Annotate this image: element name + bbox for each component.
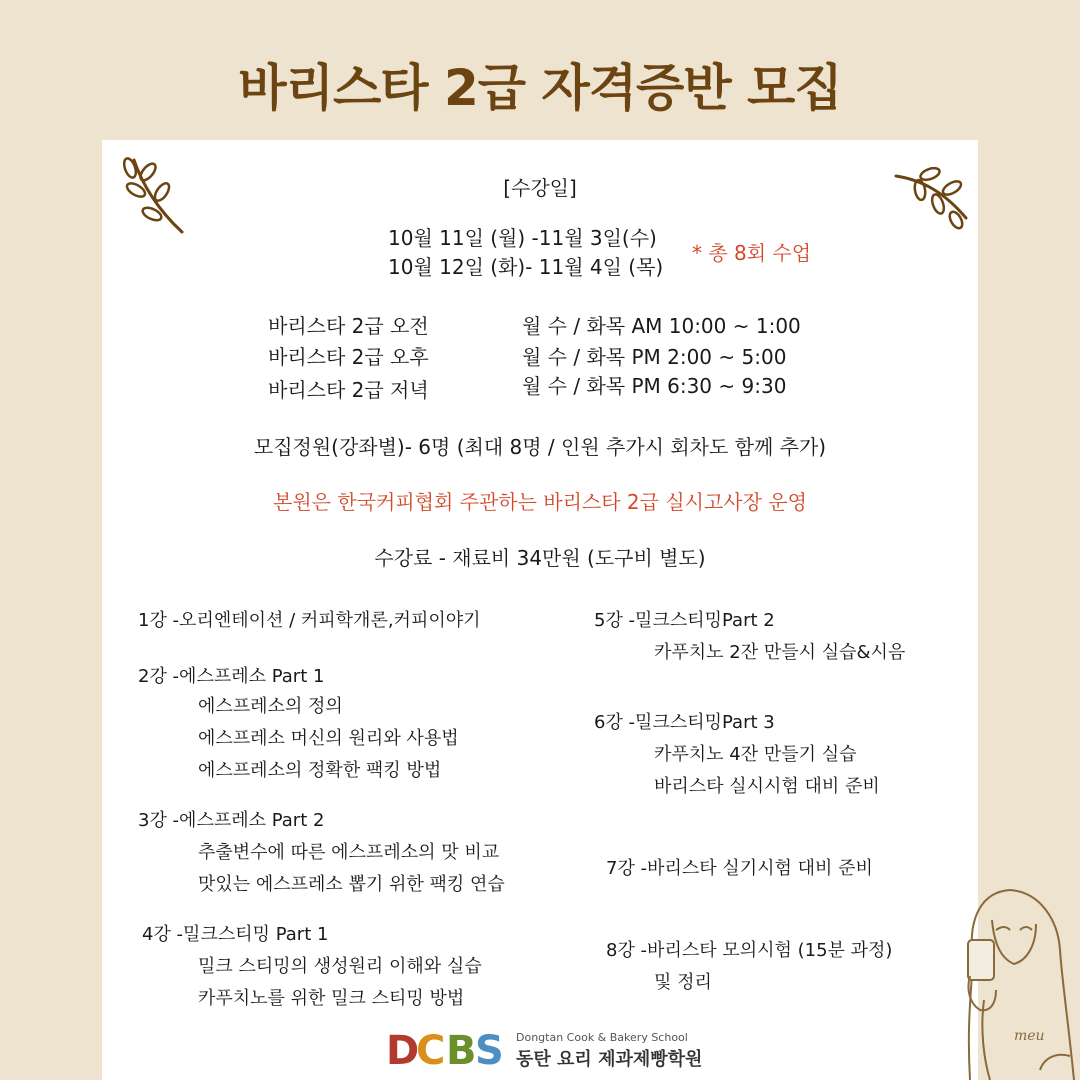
lesson-title: 6강 -밀크스티밍Part 3	[594, 712, 775, 733]
logo-letter-d: D	[386, 1028, 420, 1074]
logo-english-name: Dongtan Cook & Bakery School	[516, 1031, 688, 1044]
lesson-item: 추출변수에 따른 에스프레소의 맛 비교	[198, 842, 500, 863]
schedule-line-2: 10월 12일 (화)- 11월 4일 (목)	[388, 255, 664, 279]
logo-letter-c: C	[416, 1028, 446, 1074]
schedule-line-1: 10월 11일 (월) -11월 3일(수)	[388, 226, 657, 250]
lesson-item: 에스프레소 머신의 원리와 사용법	[198, 728, 459, 749]
lesson-title: 3강 -에스프레소 Part 2	[138, 810, 325, 831]
tuition-fee: 수강료 - 재료비 34만원 (도구비 별도)	[374, 546, 706, 570]
class-name-evening: 바리스타 2급 저녁	[268, 378, 429, 402]
page-title: 바리스타 2급 자격증반 모집	[238, 59, 842, 117]
lesson-item: 카푸치노 2잔 만들시 실습&시음	[654, 642, 906, 663]
woman-drinking-coffee-illustration	[940, 880, 1080, 1080]
lesson-title: 1강 -오리엔테이션 / 커피학개론,커피이야기	[138, 610, 481, 631]
logo-letter-b: B	[446, 1028, 477, 1074]
lesson-item: 맛있는 에스프레소 뽑기 위한 팩킹 연습	[198, 874, 505, 895]
lesson-item: 카푸치노를 위한 밀크 스티밍 방법	[198, 988, 465, 1009]
lesson-item: 및 정리	[654, 972, 712, 993]
exam-center-notice: 본원은 한국커피협회 주관하는 바리스타 2급 실시고사장 운영	[273, 490, 807, 514]
class-name-morning: 바리스타 2급 오전	[268, 314, 429, 338]
capacity-info: 모집정원(강좌별)- 6명 (최대 8명 / 인원 추가시 회차도 함께 추가)	[253, 435, 827, 459]
lesson-item: 에스프레소의 정확한 팩킹 방법	[198, 760, 442, 781]
class-time-evening: 월 수 / 화목 PM 6:30 ~ 9:30	[522, 374, 787, 398]
lesson-title: 8강 -바리스타 모의시험 (15분 과정)	[606, 940, 893, 961]
class-time-morning: 월 수 / 화목 AM 10:00 ~ 1:00	[522, 314, 801, 338]
lesson-title: 7강 -바리스타 실기시험 대비 준비	[606, 858, 873, 879]
lesson-title: 5강 -밀크스티밍Part 2	[594, 610, 775, 631]
content-card	[102, 140, 978, 1080]
lesson-title: 2강 -에스프레소 Part 1	[138, 666, 325, 687]
lesson-item: 바리스타 실시시험 대비 준비	[654, 776, 880, 797]
illustration-label: meu	[1014, 1028, 1045, 1044]
class-time-afternoon: 월 수 / 화목 PM 2:00 ~ 5:00	[522, 345, 787, 369]
class-name-afternoon: 바리스타 2급 오후	[268, 345, 429, 369]
lesson-title: 4강 -밀크스티밍 Part 1	[142, 924, 329, 945]
lesson-item: 에스프레소의 정의	[198, 696, 343, 717]
logo-letter-s: S	[475, 1028, 504, 1074]
lesson-item: 밀크 스티밍의 생성원리 이해와 실습	[198, 956, 482, 977]
lesson-item: 카푸치노 4잔 만들기 실습	[654, 744, 857, 765]
session-count-note: * 총 8회 수업	[692, 241, 812, 265]
schedule-heading: [수강일]	[503, 176, 577, 200]
logo-korean-name: 동탄 요리 제과제빵학원	[516, 1049, 703, 1070]
